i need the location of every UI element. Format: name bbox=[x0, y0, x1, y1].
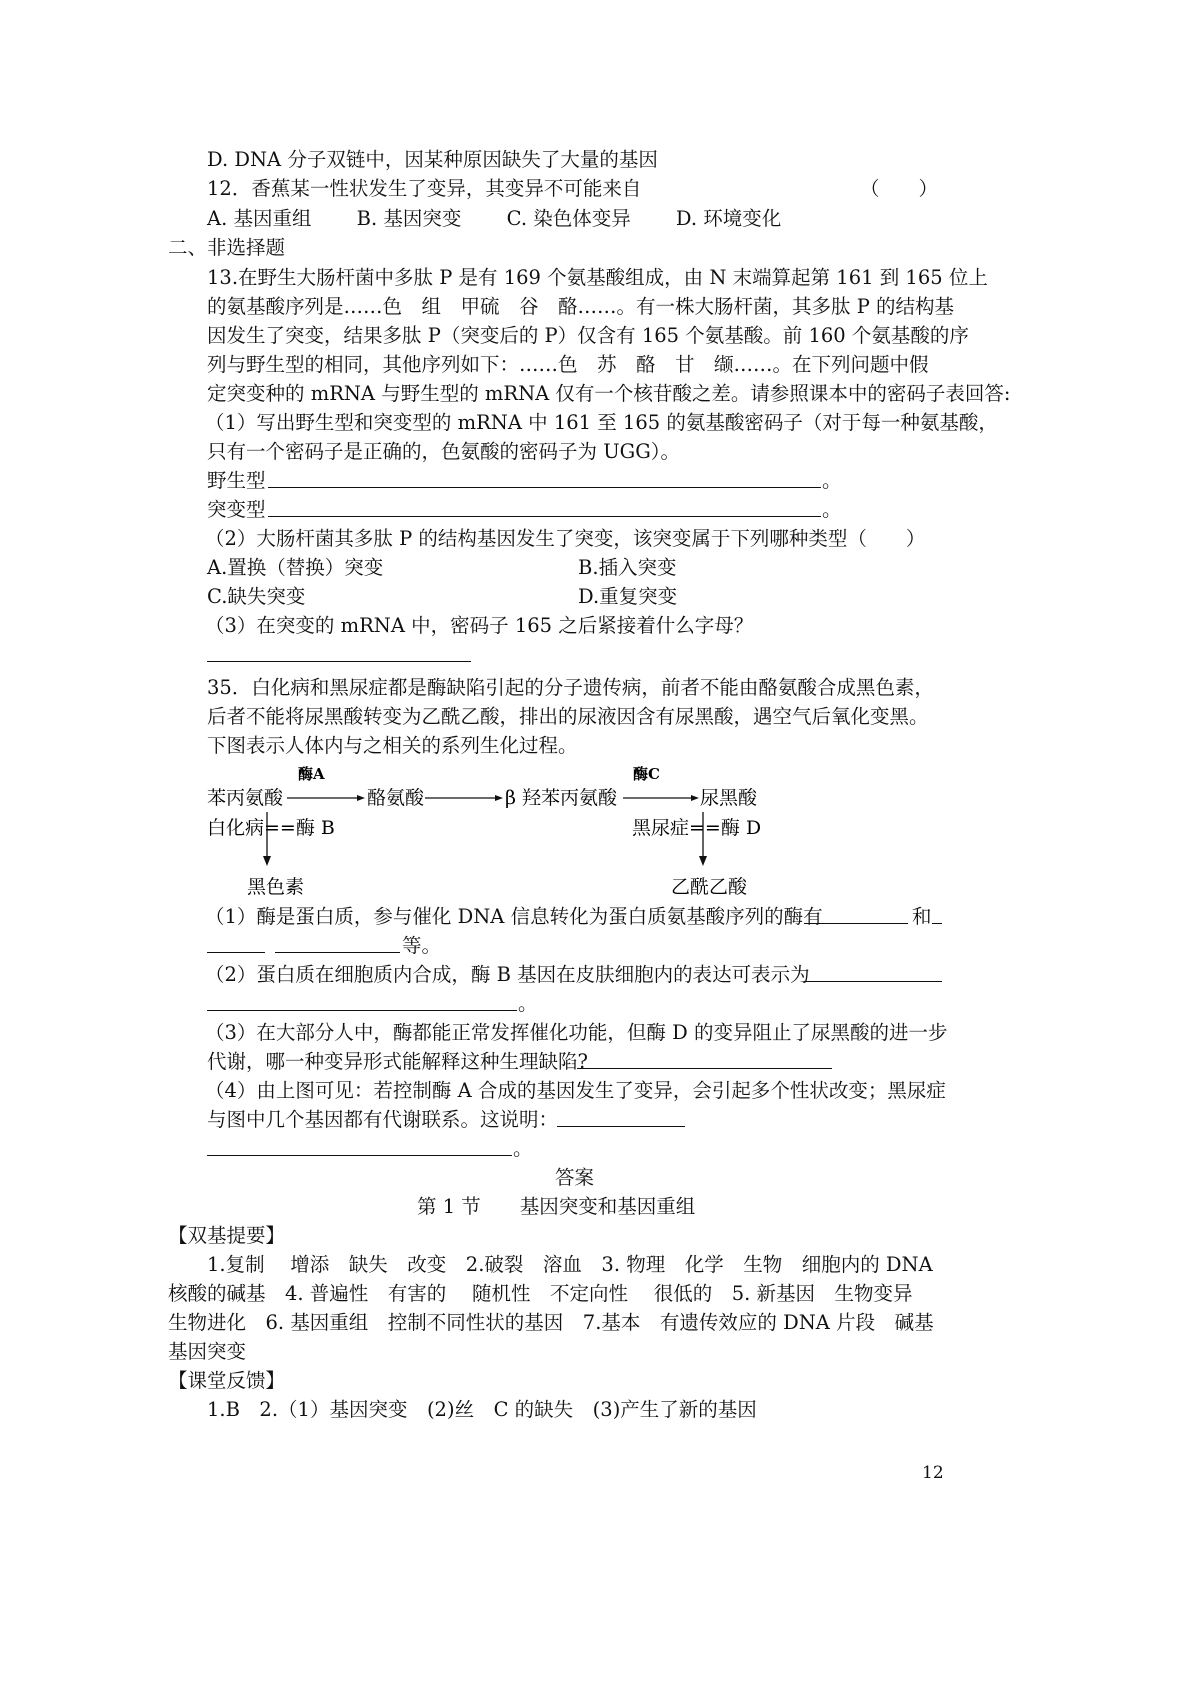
sub4-blank-1[interactable] bbox=[557, 1126, 685, 1127]
answer-line-1: 1.复制 增添 缺失 改变 2.破裂 溶血 3. 物理 化学 生物 细胞内的 DNA bbox=[207, 1253, 933, 1276]
question-12-answer-paren: （ ） bbox=[860, 177, 939, 200]
question-35-sub2-line-1: （2）蛋白质在细胞质内合成，酶 B 基因在皮肤细胞内的表达可表示为 bbox=[205, 963, 810, 986]
homogentisic-acid-label: 尿黑酸 bbox=[700, 787, 758, 809]
sub1-blank-2a[interactable] bbox=[207, 952, 265, 953]
sub2-period: 。 bbox=[518, 992, 538, 1015]
question-13-line-2: 的氨基酸序列是……色 组 甲硫 谷 酪……。有一株大肠杆菌，其多肽 P 的结构基 bbox=[207, 295, 955, 318]
question-35-sub1-line-1: （1）酶是蛋白质，参与催化 DNA 信息转化为蛋白质氨基酸序列的酶有 bbox=[205, 905, 823, 928]
sub2-blank-1[interactable] bbox=[804, 981, 942, 982]
question-35-sub3-line-1: （3）在大部分人中，酶都能正常发挥催化功能，但酶 D 的变异阻止了尿黑酸的进一步 bbox=[205, 1021, 948, 1044]
question-35-sub3-line-2: 代谢，哪一种变异形式能解释这种生理缺陷? bbox=[207, 1050, 588, 1073]
section-title: 第 1 节 基因突变和基因重组 bbox=[417, 1195, 696, 1218]
enzyme-c-label: 酶C bbox=[633, 765, 660, 783]
question-13-line-5: 定突变种的 mRNA 与野生型的 mRNA 仅有一个核苷酸之差。请参照课本中的密码子表回答: bbox=[207, 382, 1011, 405]
sub4-blank-2[interactable] bbox=[207, 1155, 512, 1156]
question-13-sub1-line-2: 只有一个密码子是正确的，色氨酸的密码子为 UGG）。 bbox=[207, 440, 681, 463]
wild-type-period: 。 bbox=[822, 469, 842, 492]
question-13-line-1: 13.在野生大肠杆菌中多肽 P 是有 169 个氨基酸组成，由 N 末端算起第 161 到 165 位上 bbox=[207, 266, 988, 289]
option-d-line: D. DNA 分子双链中，因某种原因缺失了大量的基因 bbox=[207, 148, 658, 171]
melanin-label: 黑色素 bbox=[247, 876, 305, 898]
question-35-line-1: 35．白化病和黑尿症都是酶缺陷引起的分子遗传病，前者不能由酪氨酸合成黑色素， bbox=[207, 676, 934, 699]
mutant-type-label: 突变型 bbox=[207, 498, 266, 521]
answer-line-2: 核酸的碱基 4. 普遍性 有害的 随机性 不定向性 很低的 5. 新基因 生物变异 bbox=[168, 1282, 913, 1305]
answer-heading: 答案 bbox=[555, 1166, 595, 1189]
question-12: 12．香蕉某一性状发生了变异，其变异不可能来自 bbox=[207, 177, 642, 200]
question-13-sub2: （2）大肠杆菌其多肽 P 的结构基因发生了突变，该突变属于下列哪种类型（ ） bbox=[205, 527, 926, 550]
sub1-blank-1[interactable] bbox=[804, 923, 908, 924]
arrow-head-tyr-to-melanin bbox=[263, 856, 271, 866]
biochemical-pathway-diagram bbox=[195, 760, 795, 900]
shuangji-heading: 【双基提要】 bbox=[168, 1224, 286, 1247]
arrow-head-beta-to-hga bbox=[691, 795, 699, 801]
mutant-type-blank[interactable] bbox=[268, 516, 821, 517]
option-a-substitution: A.置换（替换）突变 bbox=[207, 556, 384, 579]
option-d-duplication: D.重复突变 bbox=[578, 585, 678, 608]
wild-type-label: 野生型 bbox=[207, 469, 266, 492]
ketang-heading: 【课堂反馈】 bbox=[168, 1369, 286, 1392]
sub4-period: 。 bbox=[513, 1137, 533, 1160]
sub1-etc: 等。 bbox=[402, 934, 442, 957]
question-35-line-2: 后者不能将尿黑酸转变为乙酰乙酸，排出的尿液因含有尿黑酸，遇空气后氧化变黑。 bbox=[207, 705, 929, 728]
beta-hydroxyphenylalanine-label: β 羟苯丙氨酸 bbox=[505, 787, 618, 809]
option-b-insertion: B.插入突变 bbox=[578, 556, 677, 579]
question-13-sub3: （3）在突变的 mRNA 中，密码子 165 之后紧接着什么字母？ bbox=[205, 614, 754, 637]
answer-line-3: 生物进化 6. 基因重组 控制不同性状的基因 7.基本 有遗传效应的 DNA 片段 碱基 bbox=[168, 1311, 934, 1334]
tyrosine-label: 酪氨酸 bbox=[367, 787, 425, 809]
albinism-enzyme-b-label: 白化病==酶 B bbox=[207, 817, 335, 839]
sub1-blank-2b[interactable] bbox=[275, 952, 400, 953]
arrow-head-tyr-to-beta bbox=[495, 795, 503, 801]
question-35-sub4-line-1: （4）由上图可见：若控制酶 A 合成的基因发生了变异，会引起多个性状改变；黑尿症 bbox=[205, 1079, 946, 1102]
sub1-blank-1-tail bbox=[932, 923, 942, 924]
question-13-line-3: 因发生了突变，结果多肽 P（突变后的 P）仅含有 165 个氨基酸。前 160 个氨基酸的序 bbox=[207, 324, 969, 347]
sub1-and: 和 bbox=[912, 905, 932, 928]
question-12-options: A. 基因重组 B. 基因突变 C. 染色体变异 D. 环境变化 bbox=[207, 207, 782, 230]
question-13-sub1-line-1: （1）写出野生型和突变型的 mRNA 中 161 至 165 的氨基酸密码子（对于每一种氨基酸， bbox=[205, 411, 998, 434]
option-c-deletion: C.缺失突变 bbox=[207, 585, 306, 608]
mutant-type-period: 。 bbox=[822, 498, 842, 521]
answer-line-5: 1.B 2.（1）基因突变 (2)丝 C 的缺失 (3)产生了新的基因 bbox=[207, 1398, 757, 1421]
question-35-line-3: 下图表示人体内与之相关的系列生化过程。 bbox=[207, 734, 578, 757]
acetoacetic-acid-label: 乙酰乙酸 bbox=[671, 876, 748, 898]
alkaptonuria-enzyme-d-label: 黑尿症==酶 D bbox=[632, 817, 762, 839]
question-13-line-4: 列与野生型的相同，其他序列如下：……色 苏 酪 甘 缬……。在下列问题中假 bbox=[207, 353, 929, 376]
page-number: 12 bbox=[922, 1463, 944, 1483]
arrow-head-hga-to-acetoacetate bbox=[699, 856, 707, 866]
wild-type-blank[interactable] bbox=[268, 487, 821, 488]
question-35-sub4-line-2: 与图中几个基因都有代谢联系。这说明： bbox=[207, 1108, 559, 1131]
arrow-head-phe-to-tyr bbox=[357, 795, 365, 801]
enzyme-a-label: 酶A bbox=[298, 765, 325, 783]
section-heading-non-choice: 二、非选择题 bbox=[168, 236, 286, 259]
sub3-answer-blank[interactable] bbox=[207, 661, 471, 662]
answer-line-4: 基因突变 bbox=[168, 1340, 247, 1363]
phenylalanine-label: 苯丙氨酸 bbox=[207, 787, 284, 809]
sub2-blank-2[interactable] bbox=[207, 1010, 517, 1011]
sub3-blank[interactable] bbox=[577, 1068, 832, 1069]
